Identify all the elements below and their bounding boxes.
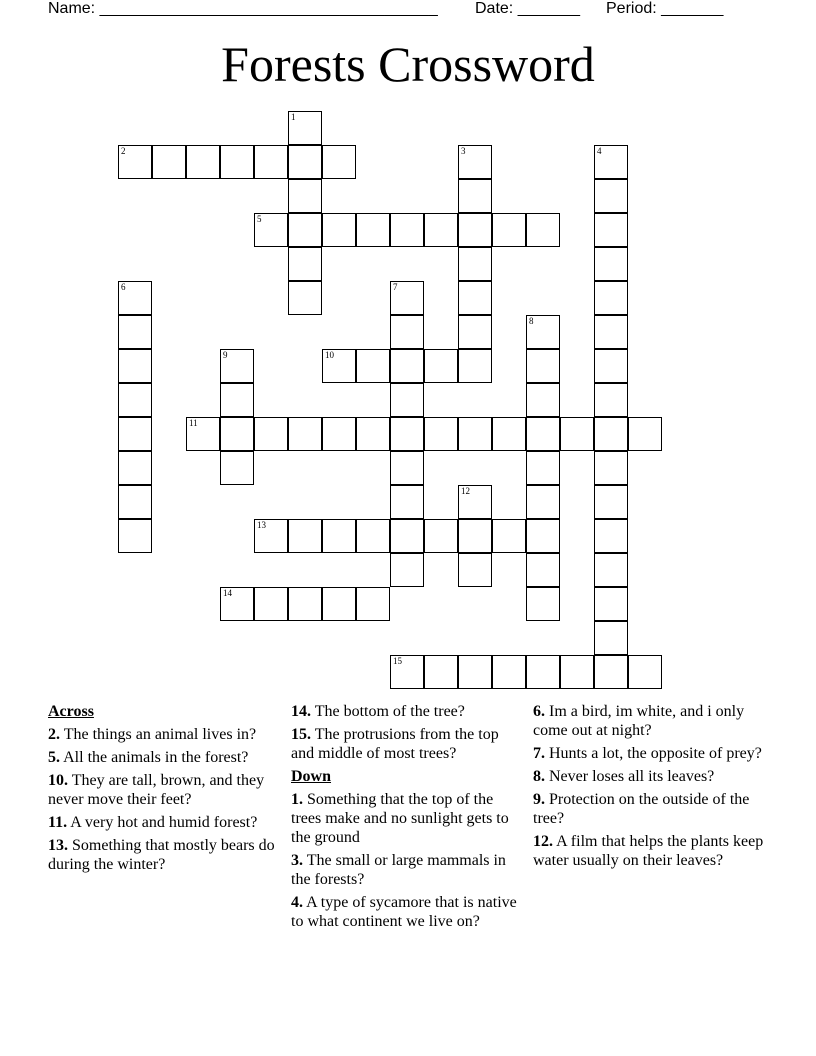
crossword-cell[interactable]: [118, 485, 152, 519]
crossword-cell[interactable]: [594, 383, 628, 417]
clue-number: 2.: [48, 726, 60, 743]
crossword-cell[interactable]: [526, 383, 560, 417]
crossword-cell[interactable]: [526, 655, 560, 689]
crossword-cell[interactable]: [594, 179, 628, 213]
crossword-cell[interactable]: [322, 519, 356, 553]
clue-text: The things an animal lives in?: [63, 726, 257, 743]
crossword-cell[interactable]: [594, 145, 628, 179]
crossword-cell[interactable]: [458, 315, 492, 349]
clue-column-3: [533, 702, 765, 874]
crossword-cell[interactable]: [526, 451, 560, 485]
crossword-cell[interactable]: [458, 553, 492, 587]
clue-across-2: [48, 725, 280, 744]
page-title: Forests Crossword: [221, 36, 595, 92]
clue-across-5: [48, 748, 280, 767]
clue-text: Never loses all its leaves?: [549, 768, 715, 785]
clue-across-11: [48, 813, 280, 832]
crossword-cell[interactable]: [390, 519, 424, 553]
clue-text: They are tall, brown, and they never move their feet?: [48, 772, 265, 808]
crossword-cell[interactable]: [390, 349, 424, 383]
clue-text: Im a bird, im white, and i only come out at night?: [533, 703, 745, 739]
crossword-cell[interactable]: [356, 417, 390, 451]
clue-number: 11.: [48, 814, 68, 831]
across-heading: Across: [48, 703, 94, 720]
clue-column-1: [48, 702, 280, 878]
clue-down-9: [533, 790, 765, 828]
cell-number: 11: [189, 418, 198, 428]
down-heading: Down: [291, 768, 332, 785]
crossword-cell[interactable]: [322, 417, 356, 451]
crossword-cell[interactable]: [526, 587, 560, 621]
crossword-cell[interactable]: [220, 349, 254, 383]
crossword-cell[interactable]: [390, 451, 424, 485]
clue-down-12: [533, 832, 765, 870]
crossword-cell[interactable]: [628, 655, 662, 689]
crossword-cell[interactable]: [118, 451, 152, 485]
crossword-cell[interactable]: [118, 281, 152, 315]
crossword-cell[interactable]: [254, 587, 288, 621]
clue-number: 5.: [48, 749, 60, 766]
crossword-cell[interactable]: [220, 451, 254, 485]
period-field[interactable]: Period: _______: [606, 0, 724, 17]
crossword-cell[interactable]: [220, 383, 254, 417]
crossword-cell[interactable]: [390, 213, 424, 247]
clue-number: 13.: [48, 837, 68, 854]
crossword-cell[interactable]: [458, 349, 492, 383]
crossword-cell[interactable]: [458, 145, 492, 179]
crossword-cell[interactable]: [424, 417, 458, 451]
clue-number: 10.: [48, 772, 68, 789]
crossword-cell[interactable]: [492, 417, 526, 451]
clue-down-3: [291, 851, 523, 889]
crossword-cell[interactable]: [594, 451, 628, 485]
crossword-cell[interactable]: [594, 315, 628, 349]
clue-down-4: [291, 893, 523, 931]
crossword-cell[interactable]: [390, 383, 424, 417]
crossword-cell[interactable]: [220, 587, 254, 621]
crossword-cell[interactable]: [322, 587, 356, 621]
crossword-cell[interactable]: [492, 213, 526, 247]
crossword-cell[interactable]: [390, 315, 424, 349]
clue-text: All the animals in the forest?: [63, 749, 249, 766]
crossword-cell[interactable]: [594, 281, 628, 315]
cell-number: 2: [121, 146, 126, 156]
cell-number: 1: [291, 112, 296, 122]
crossword-cell[interactable]: [288, 145, 322, 179]
crossword-cell[interactable]: [288, 213, 322, 247]
clue-text: A film that helps the plants keep water usually on their leaves?: [533, 833, 764, 869]
crossword-cell[interactable]: [594, 587, 628, 621]
crossword-cell[interactable]: [526, 315, 560, 349]
clue-number: 12.: [533, 833, 553, 850]
name-field[interactable]: Name: ______________________________________: [48, 0, 438, 17]
crossword-cell[interactable]: [288, 247, 322, 281]
crossword-cell[interactable]: [458, 519, 492, 553]
crossword-cell[interactable]: [288, 519, 322, 553]
crossword-cell[interactable]: [526, 349, 560, 383]
crossword-cell[interactable]: [526, 519, 560, 553]
crossword-cell[interactable]: [458, 213, 492, 247]
crossword-cell[interactable]: [560, 417, 594, 451]
clue-text: Protection on the outside of the tree?: [533, 791, 750, 827]
crossword-cell[interactable]: [628, 417, 662, 451]
crossword-cell[interactable]: [526, 553, 560, 587]
clue-number: 3.: [291, 852, 303, 869]
crossword-cell[interactable]: [458, 417, 492, 451]
crossword-cell[interactable]: [356, 519, 390, 553]
clue-across-13: [48, 836, 280, 874]
clue-number: 4.: [291, 894, 303, 911]
crossword-cell[interactable]: [492, 655, 526, 689]
cell-number: 12: [461, 486, 470, 496]
crossword-cell[interactable]: [254, 519, 288, 553]
crossword-cell[interactable]: [152, 145, 186, 179]
crossword-cell[interactable]: [118, 519, 152, 553]
clue-text: The small or large mammals in the forests?: [291, 852, 506, 888]
crossword-cell[interactable]: [356, 587, 390, 621]
crossword-cell[interactable]: [254, 213, 288, 247]
cell-number: 6: [121, 282, 126, 292]
cell-number: 7: [393, 282, 398, 292]
crossword-cell[interactable]: [526, 417, 560, 451]
crossword-cell[interactable]: [424, 519, 458, 553]
clue-across-10: [48, 771, 280, 809]
clue-number: 14.: [291, 703, 311, 720]
crossword-cell[interactable]: [458, 485, 492, 519]
crossword-cell[interactable]: [186, 145, 220, 179]
crossword-cell[interactable]: [424, 349, 458, 383]
clue-down-1: [291, 790, 523, 847]
crossword-cell[interactable]: [594, 417, 628, 451]
date-field[interactable]: Date: _______: [475, 0, 580, 17]
crossword-cell[interactable]: [594, 247, 628, 281]
clue-across-14: [291, 702, 523, 721]
clue-text: Something that mostly bears do during the winter?: [48, 837, 275, 873]
clue-text: The protrusions from the top and middle of most trees?: [291, 726, 499, 762]
crossword-cell[interactable]: [594, 621, 628, 655]
cell-number: 15: [393, 656, 402, 666]
crossword-cell[interactable]: [322, 145, 356, 179]
crossword-cell[interactable]: [594, 349, 628, 383]
crossword-cell[interactable]: [254, 145, 288, 179]
crossword-cell[interactable]: [594, 519, 628, 553]
crossword-cell[interactable]: [118, 349, 152, 383]
cell-number: 8: [529, 316, 534, 326]
crossword-cell[interactable]: [322, 349, 356, 383]
clue-text: Something that the top of the trees make and no sunlight gets to the ground: [291, 791, 509, 846]
crossword-cell[interactable]: [220, 145, 254, 179]
cell-number: 10: [325, 350, 334, 360]
crossword-cell[interactable]: [424, 655, 458, 689]
crossword-cell[interactable]: [186, 417, 220, 451]
clue-text: Hunts a lot, the opposite of prey?: [549, 745, 762, 762]
cell-number: 4: [597, 146, 602, 156]
crossword-cell[interactable]: [118, 417, 152, 451]
cell-number: 13: [257, 520, 266, 530]
cell-number: 9: [223, 350, 228, 360]
crossword-cell[interactable]: [390, 553, 424, 587]
crossword-cell[interactable]: [594, 553, 628, 587]
clue-down-8: [533, 767, 765, 786]
clue-number: 15.: [291, 726, 311, 743]
clue-down-6: [533, 702, 765, 740]
crossword-cell[interactable]: [356, 349, 390, 383]
crossword-cell[interactable]: [356, 213, 390, 247]
student-info-header: [48, 0, 778, 22]
crossword-cell[interactable]: [390, 281, 424, 315]
crossword-cell[interactable]: [458, 179, 492, 213]
clue-number: 6.: [533, 703, 545, 720]
clue-number: 9.: [533, 791, 545, 808]
crossword-cell[interactable]: [288, 281, 322, 315]
crossword-cell[interactable]: [458, 281, 492, 315]
cell-number: 5: [257, 214, 262, 224]
crossword-cell[interactable]: [492, 519, 526, 553]
crossword-cell[interactable]: [118, 383, 152, 417]
cell-number: 14: [223, 588, 232, 598]
crossword-cell[interactable]: [594, 655, 628, 689]
clue-text: A very hot and humid forest?: [70, 814, 258, 831]
crossword-cell[interactable]: [424, 213, 458, 247]
crossword-cell[interactable]: [288, 179, 322, 213]
crossword-cell[interactable]: [288, 417, 322, 451]
crossword-cell[interactable]: [560, 655, 594, 689]
crossword-cell[interactable]: [390, 655, 424, 689]
crossword-cell[interactable]: [322, 213, 356, 247]
clue-down-7: [533, 744, 765, 763]
clue-column-2: [291, 702, 523, 935]
crossword-cell[interactable]: [390, 417, 424, 451]
crossword-cell[interactable]: [458, 247, 492, 281]
crossword-cell[interactable]: [254, 417, 288, 451]
crossword-cell[interactable]: [526, 485, 560, 519]
crossword-cell[interactable]: [390, 485, 424, 519]
crossword-cell[interactable]: [220, 417, 254, 451]
crossword-cell[interactable]: [288, 587, 322, 621]
crossword-cell[interactable]: [526, 213, 560, 247]
crossword-cell[interactable]: [594, 213, 628, 247]
clue-text: The bottom of the tree?: [314, 703, 465, 720]
cell-number: 3: [461, 146, 466, 156]
clue-number: 8.: [533, 768, 545, 785]
clue-number: 1.: [291, 791, 303, 808]
clue-text: A type of sycamore that is native to what continent we live on?: [291, 894, 517, 930]
crossword-cell[interactable]: [458, 655, 492, 689]
clue-across-15: [291, 725, 523, 763]
crossword-cell[interactable]: [288, 111, 322, 145]
crossword-cell[interactable]: [594, 485, 628, 519]
clue-number: 7.: [533, 745, 545, 762]
crossword-cell[interactable]: [118, 315, 152, 349]
crossword-cell[interactable]: [118, 145, 152, 179]
